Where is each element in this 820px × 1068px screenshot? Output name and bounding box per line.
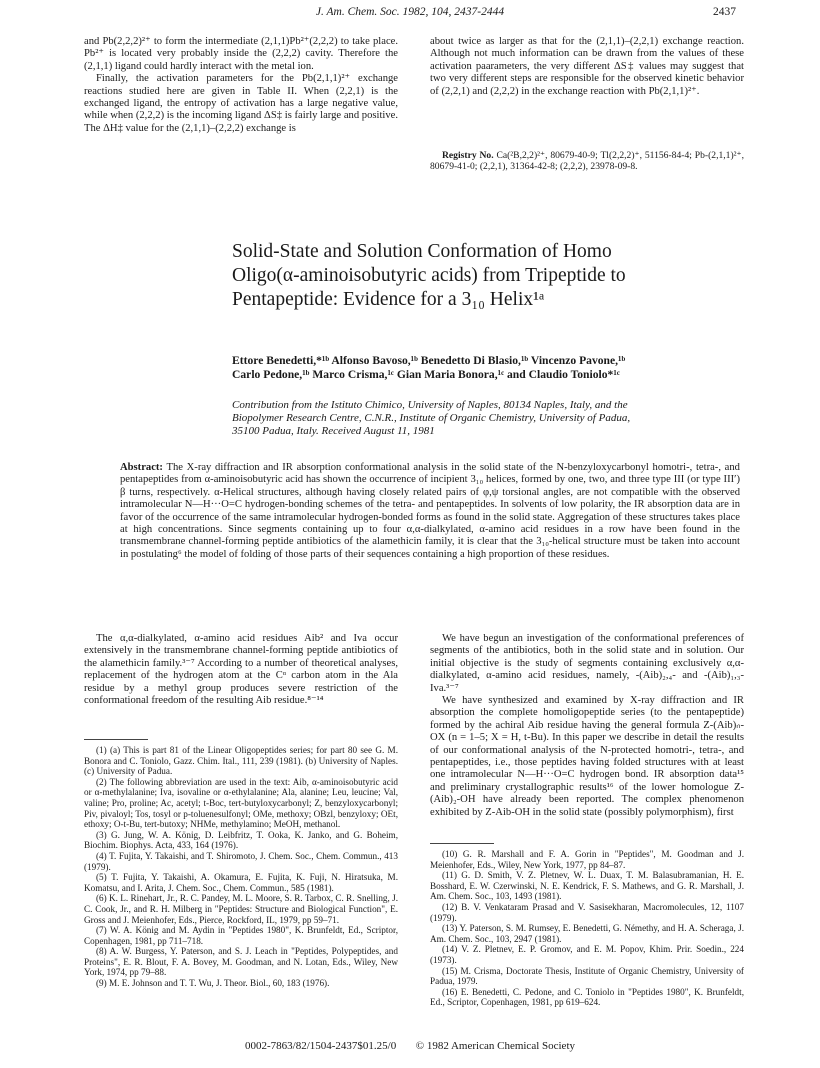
reference-4: (4) T. Fujita, Y. Takaishi, and T. Shiromoto, J. Chem. Soc., Chem. Commun., 413 (1979). — [84, 850, 398, 872]
footer-copyright: © 1982 American Chemical Society — [415, 1040, 575, 1052]
prev-paragraph-2: Finally, the activation parameters for the Pb(2,1,1)²⁺ exchange reactions studied here are given in Table II. When (2,2,1) is the exchanged ligand, the entropy of activation has a large negative value, while when (2,2,2) is the incoming ligand ΔS‡ is fairly large and positive. The ΔH‡ value for the (2,1,1)–(2,2,2) exchange is — [84, 73, 398, 134]
reference-1: (1) (a) This is part 81 of the Linear Oligopeptides series; for part 80 see G. M. Bonora and C. Toniolo, Gazz. Chim. Ital., 111, 239 (1981). (b) University of Naples. (c) University of Padua. — [84, 745, 398, 777]
registry-label: Registry No. — [442, 150, 494, 161]
reference-16: (16) E. Benedetti, C. Pedone, and C. Toniolo in "Peptides 1980", K. Brunfeldt, Ed., Scriptor, Copenhagen, 1981, pp 619–624. — [430, 986, 744, 1008]
footnote-rule-left — [84, 739, 148, 740]
author-list — [232, 354, 792, 382]
body-paragraph-2: We have begun an investigation of the conformational preferences of segments of the antibiotics, both in the solid state and in solution. Our initial objective is the study of segments containing exclusively α,α-dialkylated, α-amino acid residues, namely, -(Aib)₂,₄- and -(Aib)₁,₃-Iva.³⁻⁷ — [430, 633, 744, 694]
reference-12: (12) B. V. Venkataram Prasad and V. Sasisekharan, Macromolecules, 12, 1107 (1979). — [430, 901, 744, 923]
title-line-3: Pentapeptide: Evidence for a 3₁₀ Helix¹ᵃ — [232, 289, 545, 310]
title-line-1: Solid-State and Solution Conformation of Homo — [232, 241, 612, 262]
registry-text: Ca(²B,2,2)²⁺, 80679-40-9; Tl(2,2,2)⁺, 51156-84-4; Pb-(2,1,1)²⁺, 80679-41-0; (2,2,1), 31364-42-8; (2,2,2), 23978-09-8. — [430, 150, 744, 173]
reference-14: (14) V. Z. Pletnev, E. P. Gromov, and E. M. Popov, Khim. Prir. Soedin., 224 (1973). — [430, 944, 744, 965]
affiliation-line-1: Contribution from the Istituto Chimico, University of Naples, 80134 Naples, Italy, and the — [232, 399, 628, 411]
body-paragraph-1: The α,α-dialkylated, α-amino acid residues Aib² and Iva occur extensively in the transmembrane channel-forming peptide antibiotics of the alamethicin family.³⁻⁷ According to a number of theoretical analyses, replacement of the hydrogen atom at the Cᵅ carbon atom in the Ala residue by a methyl group produces severe restriction of the conformational freedom of the resulting Aib residue.⁸⁻¹⁴ — [84, 633, 398, 707]
affiliation — [232, 399, 792, 438]
affiliation-line-2: Biopolymer Research Centre, C.N.R., Institute of Organic Chemistry, University of Padua, — [232, 412, 631, 424]
article-title — [232, 240, 772, 312]
footer-code: 0002-7863/82/1504-2437$01.25/0 — [244, 1040, 397, 1052]
prev-paragraph-3: about twice as larger as that for the (2,1,1)–(2,2,1) exchange reaction. Although not much information can be drawn from the values of these activation paarameters, the very different ΔS‡ values may suggest that two very different steps are responsible for the observed kinetic behavior of (2,2,1) and (2,2,2) in the exchange reaction with Pb(2,1,1)²⁺. — [430, 36, 744, 97]
reference-7: (7) W. A. König and M. Aydin in "Peptides 1980", K. Brunfeldt, Ed., Scriptor, Copenhagen, 1981, pp 711–718. — [84, 925, 398, 946]
registry-numbers — [430, 150, 744, 172]
prev-article-right-column — [430, 36, 744, 98]
prev-paragraph-1: and Pb(2,2,2)²⁺ to form the intermediate (2,1,1)Pb²⁺(2,2,2) to take place. Pb²⁺ is located very probably inside the (2,2,2) cavity. Therefore the (2,1,1) ligand could hardly interact with the metal ion. — [84, 36, 398, 72]
reference-6: (6) K. L. Rinehart, Jr., R. C. Pandey, M. L. Moore, S. R. Tarbox, C. R. Snelling, J. C. Cook, Jr., and R. H. Milberg in "Peptides: Structure and Biological Function", E. Gross and J. Meienhofer, Eds., Pierce, Rockford, IL, 1979, pp 59–71. — [84, 893, 398, 925]
reference-8: (8) A. W. Burgess, Y. Paterson, and S. J. Leach in "Peptides, Polypeptides, and Proteins", E. R. Blout, F. A. Bovey, M. Goodman, and N. Lotan, Eds., Wiley, New York, 1974, pp 79–88. — [84, 946, 398, 978]
reference-15: (15) M. Crisma, Doctorate Thesis, Institute of Organic Chemistry, University of Padua, 1979. — [430, 965, 744, 987]
affiliation-line-3: 35100 Padua, Italy. Received August 11, 1981 — [232, 425, 435, 437]
abstract-label: Abstract: — [120, 462, 163, 473]
references-left — [84, 745, 398, 989]
journal-citation: J. Am. Chem. Soc. 1982, 104, 2437-2444 — [315, 6, 505, 18]
running-header — [0, 6, 820, 26]
body-left-column — [84, 633, 398, 707]
references-right — [430, 849, 744, 1008]
body-right-column — [430, 633, 744, 819]
abstract-text: The X-ray diffraction and IR absorption conformational analysis in the solid state of the N-benzyloxycarbonyl homotri-, tetra-, and pentapeptides from α-aminoisobutyric acid has shown the occurrence of incipient 3₁₀ helices, formed by one, two, and three type III (or type III′) β turns, respectively. α-Helical structures, although having closely related pairs of φ,ψ torsional angles, are not compatible with the observed intramolecular N—H···O=C hydrogen-bonding schemes of the tetra- and pentapeptides. In solvents of low polarity, the IR absorption data are in favor of the occurrence of the same intramolecular hydrogen-bonded forms as found in the solid state. Aggregation of these structures takes place at high concentrations. Since segments containing up to four α,α-dialkylated, α-amino acid residues in a row have been found in the transmembrane channel-forming peptide antibiotics of the alamethicin family, it is clear that the 3₁₀-helical structure must be taken into account in postulating⁶ the model of folding of those parts of their sequences containing a high proportion of these residues. — [120, 462, 740, 560]
page-number: 2437 — [713, 6, 736, 18]
reference-9: (9) M. E. Johnson and T. T. Wu, J. Theor. Biol., 60, 183 (1976). — [96, 978, 330, 989]
authors-line-2: Carlo Pedone,¹ᵇ Marco Crisma,¹ᶜ Gian Maria Bonora,¹ᶜ and Claudio Toniolo*¹ᶜ — [232, 368, 620, 381]
reference-10: (10) G. R. Marshall and F. A. Gorin in "Peptides", M. Goodman and J. Meienhofer, Eds., Wiley, New York, 1977, pp 84–87. — [430, 849, 744, 870]
reference-3: (3) G. Jung, W. A. König, D. Leibfritz, T. Ooka, K. Janko, and G. Boheim, Biochim. Biophys. Acta, 433, 164 (1976). — [84, 829, 398, 851]
authors-line-1: Ettore Benedetti,*¹ᵇ Alfonso Bavoso,¹ᵇ Benedetto Di Blasio,¹ᵇ Vincenzo Pavone,¹ᵇ — [232, 354, 626, 367]
reference-2: (2) The following abbreviation are used in the text: Aib, α-aminoisobutyric acid or α-methylalanine; Iva, isovaline or α-ethylalanine; Ala, alanine; Leu, leucine; Val, valine; Pro, proline; Ac, acetyl; t-Boc, tert-butyloxycarbonyl; Z, benzyloxycarbonyl; Piv, pivaloyl; Tos, tosyl or p-toluenesulfonyl; OMe, methoxy; OBzl, benzyloxy; OEt, ethoxy; O-t-Bu, tert-butoxy; NHMe, methylamino; MeOH, methanol. — [84, 776, 398, 830]
page-footer — [0, 1040, 820, 1052]
reference-5: (5) T. Fujita, Y. Takaishi, A. Okamura, E. Fujita, K. Fuji, N. Hiratsuka, M. Komatsu, and I. Arita, J. Chem. Soc., Chem. Commun., 585 (1981). — [84, 872, 398, 893]
prev-article-left-column — [84, 36, 398, 135]
reference-13: (13) Y. Paterson, S. M. Rumsey, E. Benedetti, G. Némethy, and H. A. Scheraga, J. Am. Chem. Soc., 103, 2947 (1981). — [430, 923, 744, 944]
reference-11: (11) G. D. Smith, V. Z. Pletnev, W. L. Duax, T. M. Balasubramanian, H. E. Bosshard, E. W. Czerwinski, N. E. Kendrick, F. S. Mathews, and G. R. Marshall, J. Am. Chem. Soc., 103, 1493 (1981). — [430, 870, 744, 902]
abstract — [120, 462, 740, 561]
footnote-rule-right — [430, 843, 494, 844]
body-paragraph-3: We have synthesized and examined by X-ray diffraction and IR absorption the complete homoligopeptide series (to the pentapeptide) formed by the achiral Aib residue having the general formula Z-(Aib)ₙ-OX (n = 1–5; X = H, t-Bu). In this paper we describe in detail the results of our conformational analysis of the N-protected homotri-, tetra-, and pentapeptides, i.e., those peptides having folded structures with at least one intramolecular N—H···O=C hydrogen bond. IR absorption data¹⁵ and preliminary crystallographic results¹⁶ of the lower homologue Z-(Aib)₂-OH have already been reported. The complex phenomenon exhibited by Z-Aib-OH in the solid state (possibly polymorphism), first — [430, 695, 744, 818]
title-line-2: Oligo(α-aminoisobutyric acids) from Tripeptide to — [232, 265, 626, 286]
